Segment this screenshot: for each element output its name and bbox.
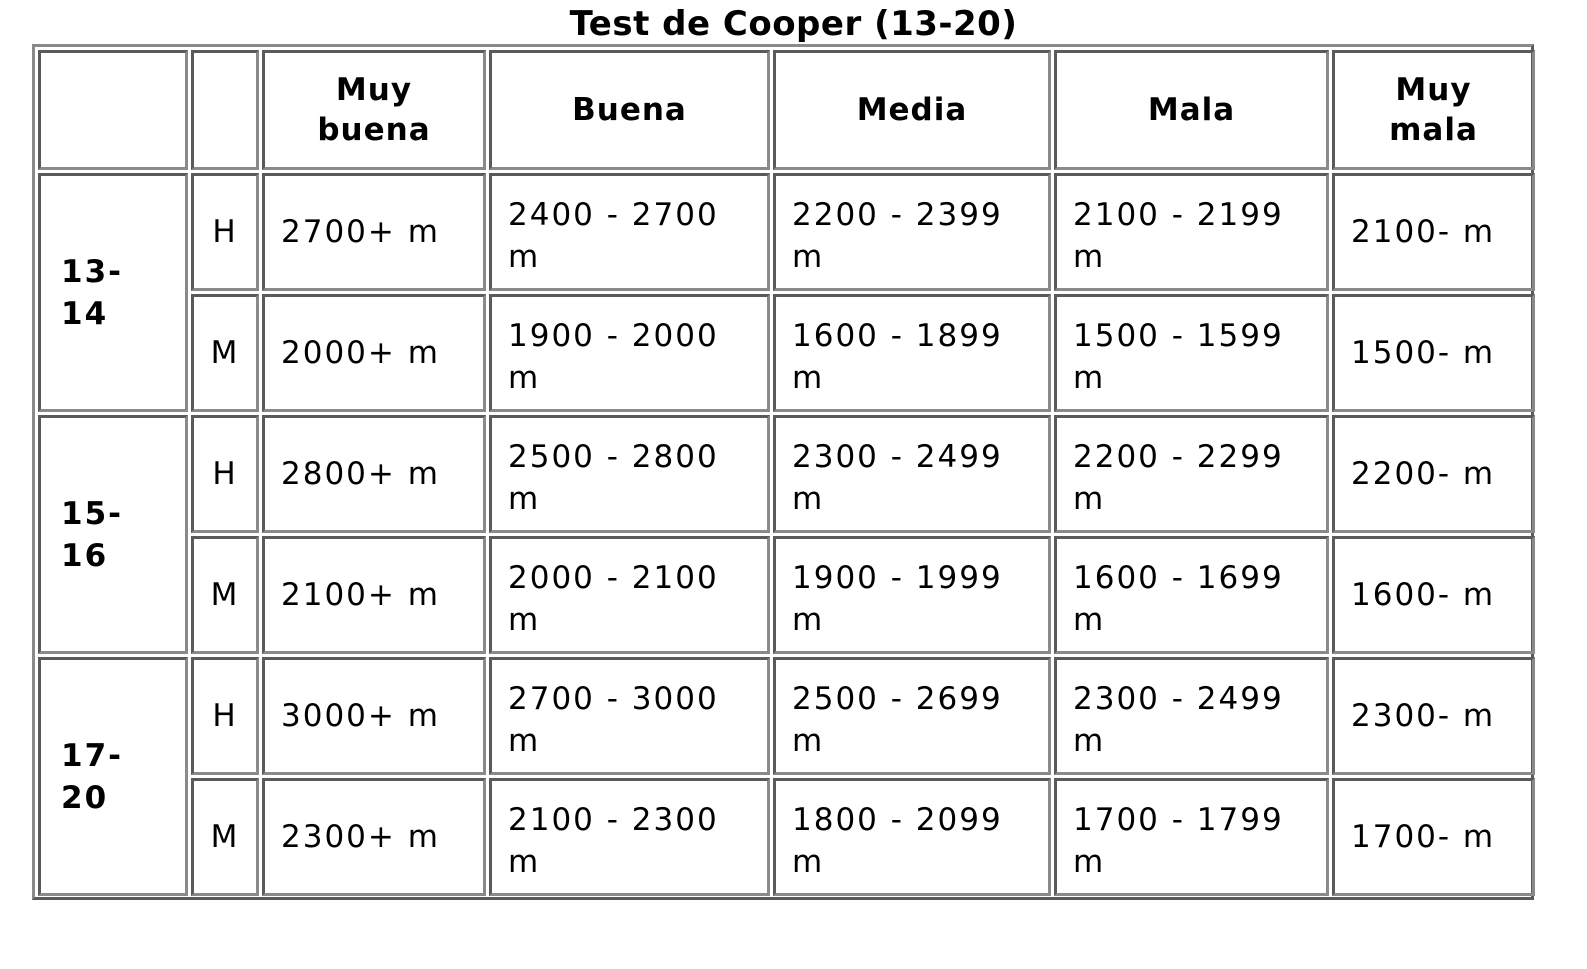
mala-cell: 2300 - 2499 m xyxy=(1054,657,1329,775)
header-cell-muy-buena: Muy buena xyxy=(262,50,486,170)
muy-mala-cell: 2100- m xyxy=(1332,173,1535,291)
age-group-cell: 17-20 xyxy=(38,657,188,896)
muy-mala-cell: 1500- m xyxy=(1332,294,1535,412)
sex-cell: H xyxy=(191,657,259,775)
buena-cell: 2500 - 2800 m xyxy=(489,415,770,533)
table-row xyxy=(38,657,1535,775)
muy-mala-cell: 2300- m xyxy=(1332,657,1535,775)
media-cell: 2500 - 2699 m xyxy=(773,657,1051,775)
header-cell-media: Media xyxy=(773,50,1051,170)
header-cell-mala: Mala xyxy=(1054,50,1329,170)
header-row xyxy=(38,50,1535,170)
mala-cell: 2200 - 2299 m xyxy=(1054,415,1329,533)
buena-cell: 2700 - 3000 m xyxy=(489,657,770,775)
table-row xyxy=(38,173,1535,291)
cooper-table xyxy=(32,44,1534,900)
muy-buena-cell: 2300+ m xyxy=(262,778,486,896)
age-group-cell: 15-16 xyxy=(38,415,188,654)
sex-cell: M xyxy=(191,778,259,896)
media-cell: 1600 - 1899 m xyxy=(773,294,1051,412)
table-row xyxy=(38,778,1535,896)
muy-buena-cell: 2700+ m xyxy=(262,173,486,291)
sex-cell: H xyxy=(191,173,259,291)
header-cell-buena: Buena xyxy=(489,50,770,170)
mala-cell: 1600 - 1699 m xyxy=(1054,536,1329,654)
media-cell: 1900 - 1999 m xyxy=(773,536,1051,654)
sex-cell: M xyxy=(191,536,259,654)
table-row xyxy=(38,294,1535,412)
muy-mala-cell: 1600- m xyxy=(1332,536,1535,654)
header-cell-sex xyxy=(191,50,259,170)
media-cell: 1800 - 2099 m xyxy=(773,778,1051,896)
header-cell-age-group xyxy=(38,50,188,170)
muy-buena-cell: 3000+ m xyxy=(262,657,486,775)
muy-mala-cell: 2200- m xyxy=(1332,415,1535,533)
table-row xyxy=(38,536,1535,654)
muy-buena-cell: 2000+ m xyxy=(262,294,486,412)
media-cell: 2300 - 2499 m xyxy=(773,415,1051,533)
table-title: Test de Cooper (13-20) xyxy=(569,4,1018,44)
muy-buena-cell: 2800+ m xyxy=(262,415,486,533)
muy-mala-cell: 1700- m xyxy=(1332,778,1535,896)
header-cell-muy-mala: Muy mala xyxy=(1332,50,1535,170)
sex-cell: M xyxy=(191,294,259,412)
sex-cell: H xyxy=(191,415,259,533)
buena-cell: 2000 - 2100 m xyxy=(489,536,770,654)
mala-cell: 1500 - 1599 m xyxy=(1054,294,1329,412)
age-group-cell: 13-14 xyxy=(38,173,188,412)
muy-buena-cell: 2100+ m xyxy=(262,536,486,654)
media-cell: 2200 - 2399 m xyxy=(773,173,1051,291)
cooper-results-table xyxy=(35,47,1538,899)
table-row xyxy=(38,415,1535,533)
buena-cell: 1900 - 2000 m xyxy=(489,294,770,412)
mala-cell: 2100 - 2199 m xyxy=(1054,173,1329,291)
buena-cell: 2400 - 2700 m xyxy=(489,173,770,291)
mala-cell: 1700 - 1799 m xyxy=(1054,778,1329,896)
buena-cell: 2100 - 2300 m xyxy=(489,778,770,896)
